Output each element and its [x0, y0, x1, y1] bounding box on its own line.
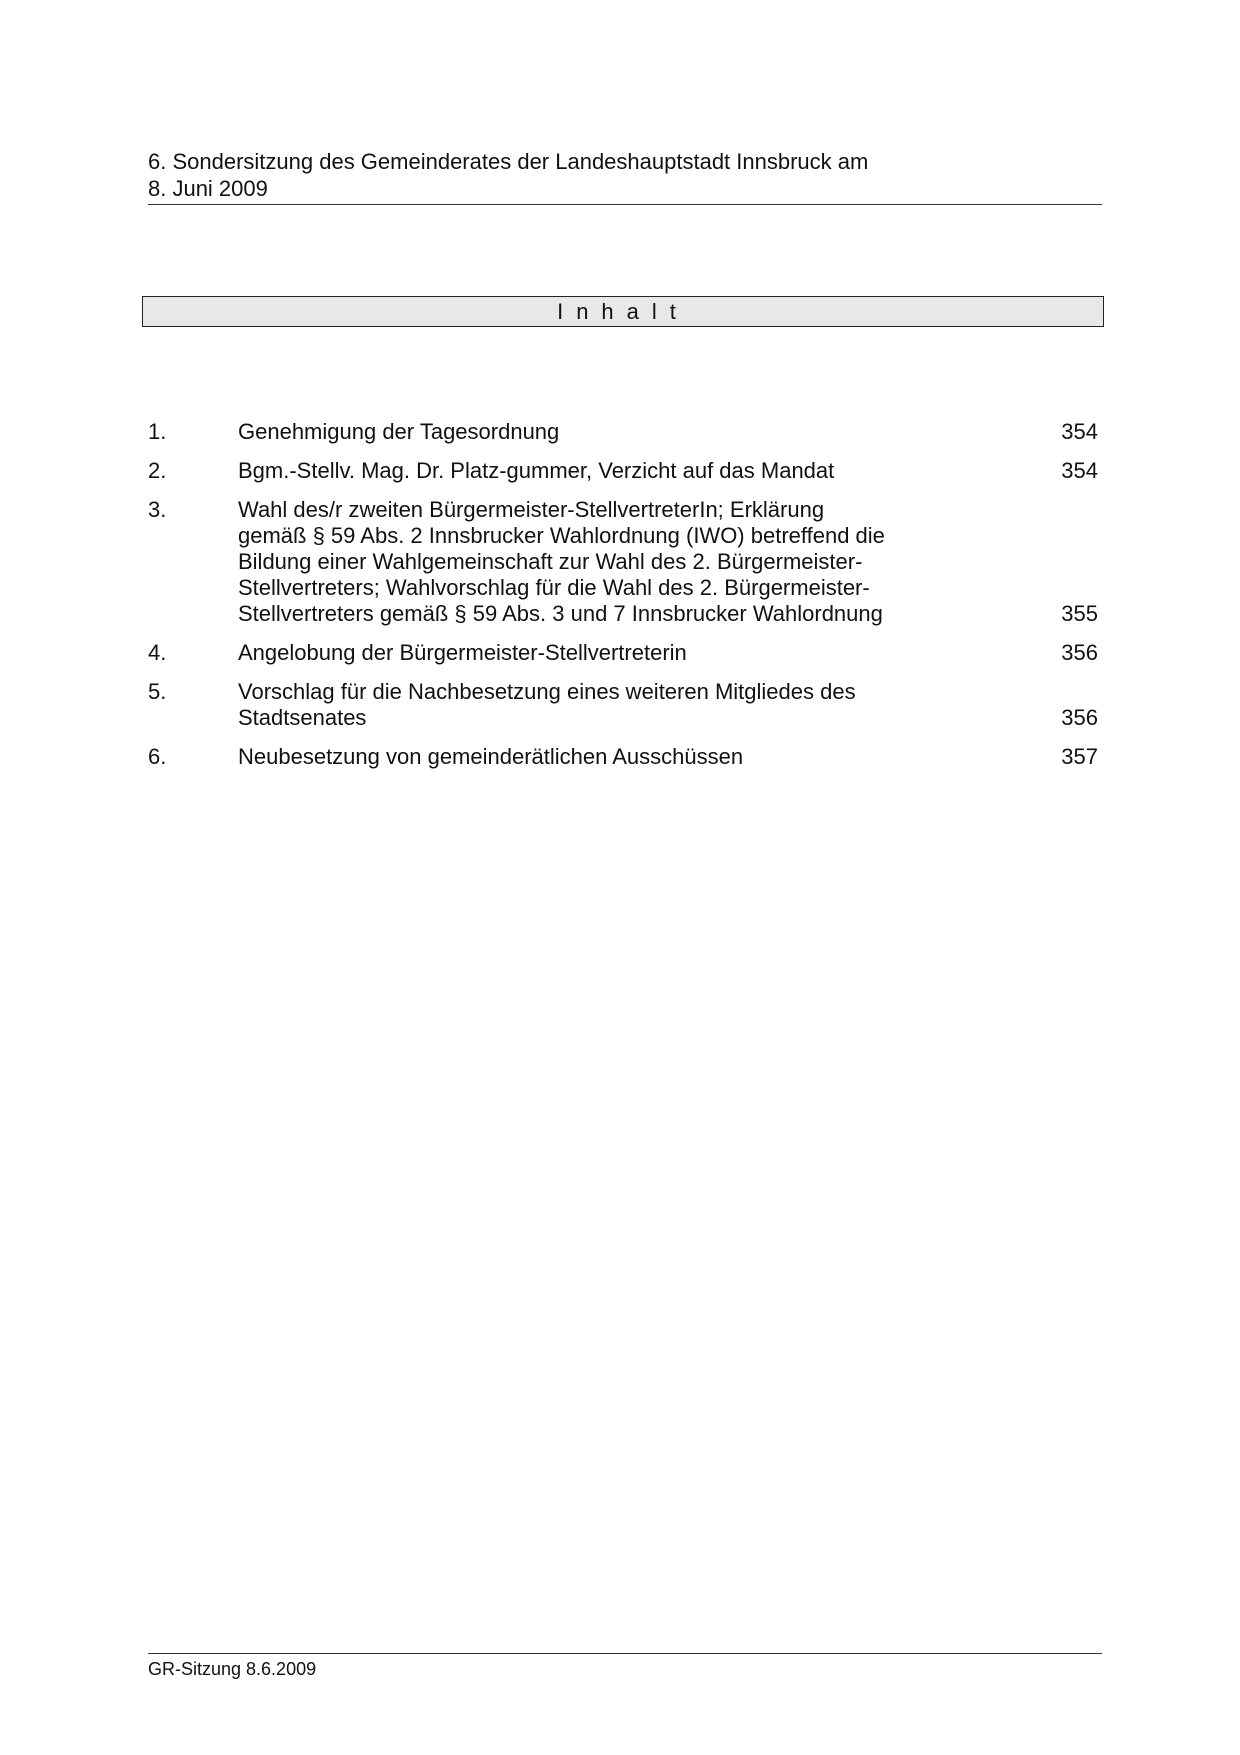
- toc-entry: [148, 458, 1100, 484]
- footer-text: GR-Sitzung 8.6.2009: [148, 1659, 317, 1679]
- toc-entry: [148, 497, 1100, 627]
- toc-entry-title-line: Wahl des/r zweiten Bürgermeister-StellvertreterIn; Erklärung: [238, 497, 825, 522]
- toc-entry-title-line: Stadtsenates: [238, 705, 367, 730]
- toc-entry-page: 354: [1061, 419, 1098, 444]
- toc-entry: [148, 419, 1100, 445]
- header-title-line-2: 8. Juni 2009: [148, 176, 268, 201]
- toc-entry-page: 357: [1061, 744, 1098, 769]
- toc-entry-title-line: Angelobung der Bürgermeister-Stellvertreterin: [238, 640, 687, 665]
- toc-entry-title: [238, 679, 998, 731]
- toc-entry-number: 2.: [148, 458, 167, 483]
- document-footer: [148, 1653, 1102, 1680]
- toc-entry-title: [238, 458, 998, 484]
- toc-entry-title-line: Bildung einer Wahlgemeinschaft zur Wahl des 2. Bürgermeister-: [238, 549, 863, 574]
- toc-entry-title-line: Vorschlag für die Nachbesetzung eines weiteren Mitgliedes des: [238, 679, 856, 704]
- toc-entry: [148, 744, 1100, 770]
- toc-entry-page: 356: [1061, 705, 1098, 730]
- toc-entry-page: 354: [1061, 458, 1098, 483]
- toc-entry-page: 355: [1061, 601, 1098, 626]
- table-of-contents: [148, 419, 1100, 783]
- toc-entry: [148, 679, 1100, 731]
- toc-entry-page: 356: [1061, 640, 1098, 665]
- toc-entry-title-line: Bgm.-Stellv. Mag. Dr. Platz-gummer, Verzicht auf das Mandat: [238, 458, 835, 483]
- toc-entry-title: [238, 419, 998, 445]
- document-header: [148, 148, 1102, 205]
- toc-entry-title: [238, 744, 998, 770]
- toc-entry-title-line: gemäß § 59 Abs. 2 Innsbrucker Wahlordnung (IWO) betreffend die: [238, 523, 885, 548]
- contents-heading-box: [142, 296, 1104, 327]
- toc-entry-title: [238, 497, 998, 627]
- toc-entry-number: 3.: [148, 497, 167, 522]
- toc-entry-number: 6.: [148, 744, 167, 769]
- toc-entry: [148, 640, 1100, 666]
- toc-entry-number: 1.: [148, 419, 167, 444]
- toc-entry-title-line: Stellvertreters gemäß § 59 Abs. 3 und 7 Innsbrucker Wahlordnung: [238, 601, 883, 626]
- toc-entry-title-line: Stellvertreters; Wahlvorschlag für die Wahl des 2. Bürgermeister-: [238, 575, 870, 600]
- toc-entry-number: 5.: [148, 679, 167, 704]
- toc-entry-title-line: Genehmigung der Tagesordnung: [238, 419, 560, 444]
- toc-entry-number: 4.: [148, 640, 167, 665]
- toc-entry-title: [238, 640, 998, 666]
- contents-heading: Inhalt: [557, 299, 689, 324]
- header-title-line-1: 6. Sondersitzung des Gemeinderates der Landeshauptstadt Innsbruck am: [148, 149, 869, 174]
- toc-entry-title-line: Neubesetzung von gemeinderätlichen Ausschüssen: [238, 744, 744, 769]
